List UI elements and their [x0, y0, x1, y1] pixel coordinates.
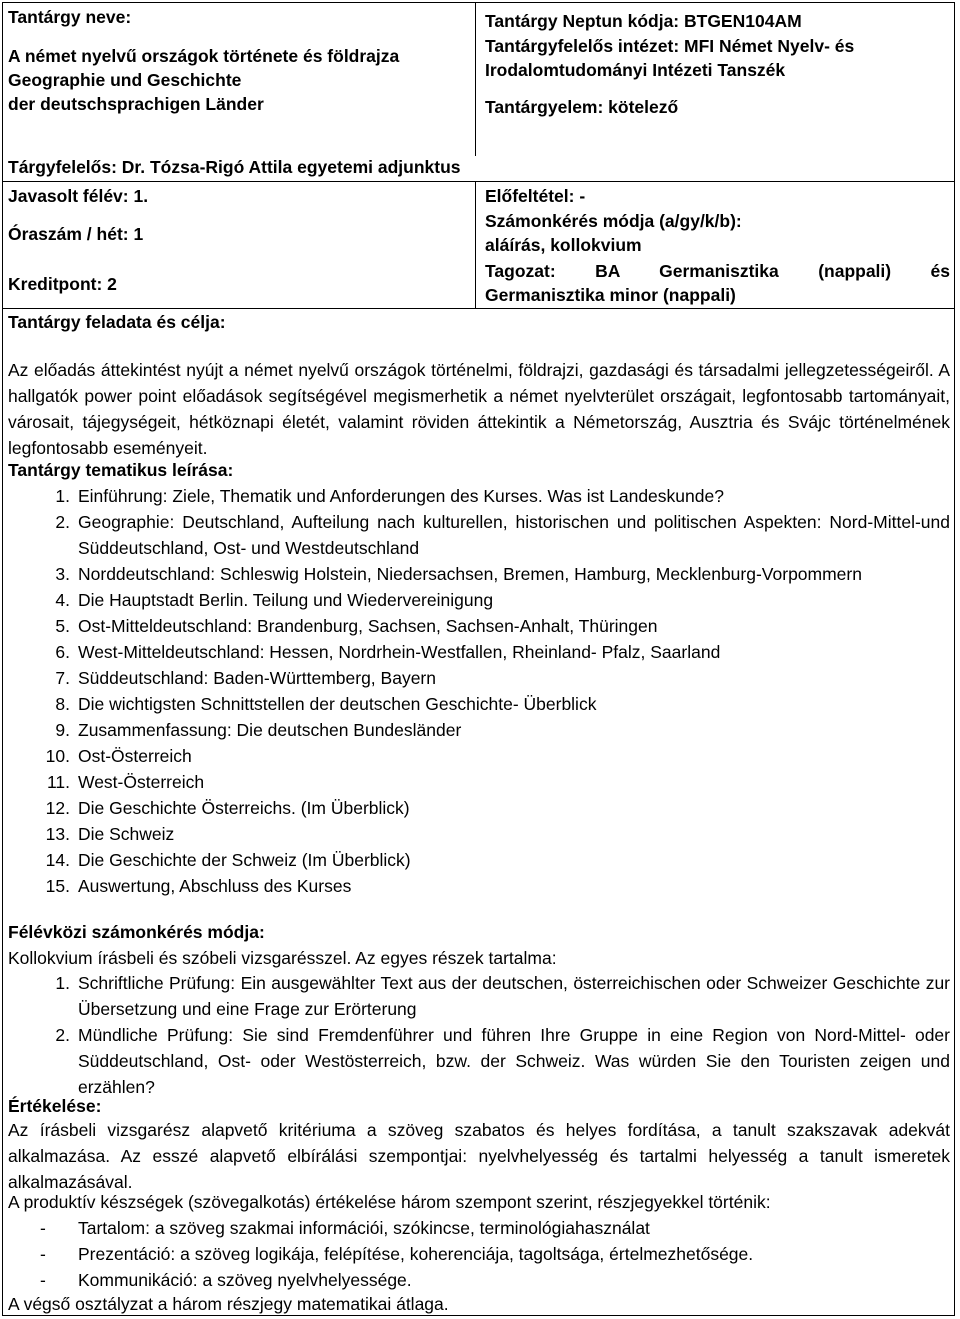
divider — [2, 181, 954, 182]
weekly-hours: Óraszám / hét: 1 — [8, 224, 144, 244]
recommended-semester: Javasolt félév: 1. — [8, 186, 149, 206]
list-item — [8, 821, 950, 847]
list-item-number: 1. — [55, 486, 70, 506]
neptun-code: Tantárgy Neptun kódja: BTGEN104AM — [485, 11, 802, 31]
list-item — [8, 970, 950, 1022]
course-name-hu: A német nyelvű országok története és földrajza — [8, 46, 400, 66]
list-item — [8, 1215, 950, 1241]
list-item-text: Ost-Mitteldeutschland: Brandenburg, Sachsen, Sachsen-Anhalt, Thüringen — [78, 616, 658, 636]
list-item-number: 15. — [45, 876, 70, 896]
course-meta-cell — [485, 8, 950, 120]
list-item-text: Zusammenfassung: Die deutschen Bundesländer — [78, 720, 462, 740]
goal-text: Az előadás áttekintést nyújt a német nyelvű országok történelmi, földrajzi, gazdasági és társadalmi jellegzetességeiről. A hallgatók power point előadások segítségével megismerhetik a német nyelvterület országait, legfontosabb tartományait, városait, tájegységeit, hétköznapi életét, valamint röviden áttekintik a Németország, Ausztria és Svájc történelmének legfontosabb eseményeit. — [8, 360, 950, 458]
course-name-label: Tantárgy neve: — [8, 7, 132, 27]
list-item-number: 4. — [55, 590, 70, 610]
prerequisite: Előfeltétel: - — [485, 186, 586, 206]
list-item — [8, 1022, 950, 1100]
list-item-number: 12. — [45, 798, 70, 818]
list-item-number: 6. — [55, 642, 70, 662]
assessment-line-1: Számonkérés módja (a/gy/k/b): — [485, 211, 742, 231]
list-item-text: Süddeutschland: Baden-Württemberg, Bayern — [78, 668, 436, 688]
list-item-text: Tartalom: a szöveg szakmai információi, szókincse, terminológiahasználat — [78, 1218, 650, 1238]
list-item-text: Mündliche Prüfung: Sie sind Fremdenführer und führen Ihre Gruppe in eine Region von Nord-Mittel- oder Süddeutschland, Ost- oder Westösterreich, bzw. der Schweiz. Was würden Sie den Touristen zeigen und erzählen? — [78, 1025, 950, 1097]
list-item — [8, 587, 950, 613]
evaluation-label: Értékelése: — [8, 1096, 102, 1116]
list-item-number: 1. — [55, 973, 70, 993]
divider — [475, 2, 476, 156]
list-item — [8, 717, 950, 743]
exam-list — [8, 970, 950, 1100]
list-item-text: Geographie: Deutschland, Aufteilung nach kulturellen, historischen und politischen Aspekten: Nord-Mittel-und Süddeutschland, Ost- und Westdeutschland — [78, 512, 950, 558]
list-item-text: Kommunikáció: a szöveg nyelvhelyessége. — [78, 1270, 412, 1290]
exam-intro: Kollokvium írásbeli és szóbeli vizsgarésszel. Az egyes részek tartalma: — [8, 948, 557, 968]
list-item-text: West-Österreich — [78, 772, 205, 792]
list-item-text: Ost-Österreich — [78, 746, 192, 766]
institute-line-2: Irodalomtudományi Intézeti Tanszék — [485, 60, 786, 80]
list-item — [8, 613, 950, 639]
evaluation-text: Az írásbeli vizsgarész alapvető kritériuma a szöveg szabatos és helyes fordítása, a tanult szakszavak adekvát alkalmazása. Az esszé alapvető elbírálási szempontjai: nyelvhelyesség és tartalmi helyesség a tanult ismeretek alkalmazásával. — [8, 1120, 950, 1192]
list-item — [8, 743, 950, 769]
course-name-de-1: Geographie und Geschichte — [8, 70, 242, 90]
list-item — [8, 509, 950, 561]
list-item — [8, 483, 950, 509]
course-name-de-2: der deutschsprachigen Länder — [8, 94, 264, 114]
syllabus-list — [8, 483, 950, 899]
list-item-text: Die Hauptstadt Berlin. Teilung und Wiedervereinigung — [78, 590, 494, 610]
list-item — [8, 1241, 950, 1267]
assessment-line-2: aláírás, kollokvium — [485, 235, 642, 255]
list-item — [8, 665, 950, 691]
list-item-text: Die Geschichte Österreichs. (Im Überblick) — [78, 798, 410, 818]
list-item-text: Einführung: Ziele, Thematik und Anforderungen des Kurses. Was ist Landeskunde? — [78, 486, 724, 506]
list-item — [8, 795, 950, 821]
dash-bullet: - — [40, 1270, 46, 1290]
list-item-number: 2. — [55, 1025, 70, 1045]
evaluation-productive: A produktív készségek (szövegalkotás) értékelése három szempont szerint, részjegyekkel történik: — [8, 1192, 771, 1212]
list-item — [8, 639, 950, 665]
syllabus-label: Tantárgy tematikus leírása: — [8, 460, 234, 480]
list-item-text: Auswertung, Abschluss des Kurses — [78, 876, 352, 896]
list-item-number: 3. — [55, 564, 70, 584]
program-line-2: Germanisztika minor (nappali) — [485, 285, 736, 305]
list-item — [8, 769, 950, 795]
list-item-number: 7. — [55, 668, 70, 688]
list-item-text: Schriftliche Prüfung: Ein ausgewählter Text aus der deutschen, österreichischen oder Schweizer Geschichte zur Übersetzung und eine Frage zur Erörterung — [78, 973, 950, 1019]
list-item — [8, 691, 950, 717]
responsible-person: Tárgyfelelős: Dr. Tózsa-Rigó Attila egyetemi adjunktus — [8, 157, 461, 177]
divider — [475, 181, 476, 308]
list-item-text: Prezentáció: a szöveg logikája, felépítése, koherenciája, tagoltsága, értelmezhetősége. — [78, 1244, 754, 1264]
list-item-number: 10. — [45, 746, 70, 766]
final-grade: A végső osztályzat a három részjegy matematikai átlaga. — [8, 1294, 449, 1314]
list-item-number: 13. — [45, 824, 70, 844]
list-item — [8, 1267, 950, 1293]
program-line-1: Tagozat: BA Germanisztika (nappali) és — [485, 261, 950, 281]
list-item-text: Die Schweiz — [78, 824, 175, 844]
dash-bullet: - — [40, 1244, 46, 1264]
list-item-number: 14. — [45, 850, 70, 870]
goal-label: Tantárgy feladata és célja: — [8, 312, 226, 332]
list-item — [8, 873, 950, 899]
program — [485, 259, 950, 307]
list-item-number: 5. — [55, 616, 70, 636]
credit-points: Kreditpont: 2 — [8, 274, 117, 294]
course-element: Tantárgyelem: kötelező — [485, 97, 679, 117]
evaluation-criteria-list — [8, 1215, 950, 1293]
list-item-text: Die Geschichte der Schweiz (Im Überblick) — [78, 850, 411, 870]
list-item-text: West-Mitteldeutschland: Hessen, Nordrhein-Westfallen, Rheinland- Pfalz, Saarland — [78, 642, 721, 662]
list-item-number: 9. — [55, 720, 70, 740]
list-item-number: 2. — [55, 512, 70, 532]
assessment-method — [485, 209, 742, 257]
list-item-text: Norddeutschland: Schleswig Holstein, Niedersachsen, Bremen, Hamburg, Mecklenburg-Vorpommern — [78, 564, 862, 584]
list-item — [8, 847, 950, 873]
list-item — [8, 561, 950, 587]
list-item-text: Die wichtigsten Schnittstellen der deutschen Geschichte- Überblick — [78, 694, 597, 714]
exam-label: Félévközi számonkérés módja: — [8, 922, 265, 942]
list-item-number: 11. — [46, 772, 70, 792]
dash-bullet: - — [40, 1218, 46, 1238]
list-item-number: 8. — [55, 694, 70, 714]
institute-line-1: Tantárgyfelelős intézet: MFI Német Nyelv- és — [485, 36, 855, 56]
course-name-cell — [8, 4, 468, 116]
